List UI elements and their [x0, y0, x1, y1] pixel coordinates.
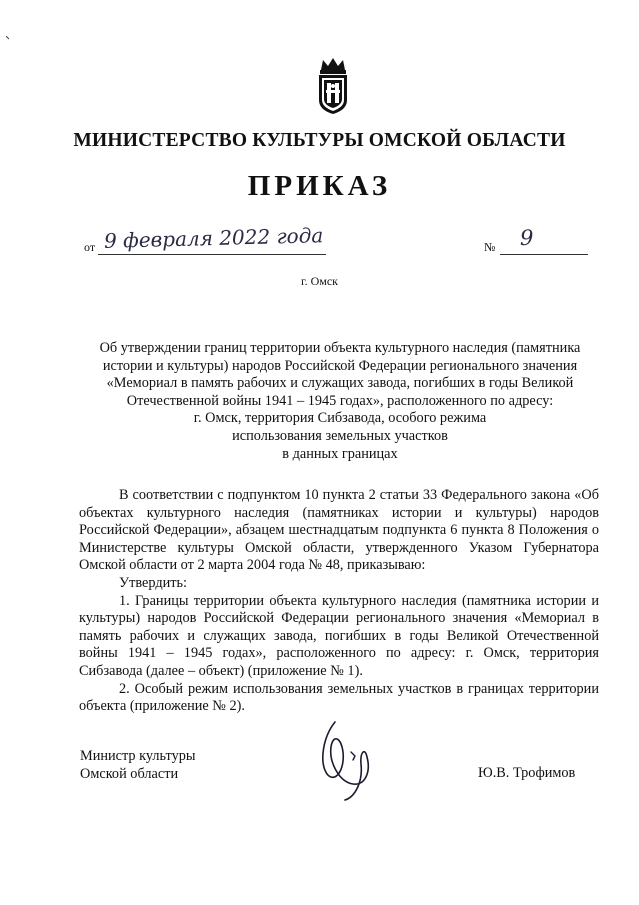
date-prefix-label: от [84, 240, 96, 254]
position-line: Министр культуры [80, 748, 196, 764]
order-body [79, 487, 599, 716]
handwritten-number: 9 [520, 226, 534, 250]
signatory-name: Ю.В. Трофимов [478, 765, 576, 781]
title-line: Об утверждении границ территории объекта культурного наследия (памятника [99, 340, 581, 356]
scan-mark [6, 36, 10, 40]
coat-of-arms-icon [313, 56, 353, 116]
title-line: в данных границах [282, 445, 398, 462]
document-type-heading: ПРИКАЗ [247, 170, 392, 202]
number-label: № [484, 240, 496, 254]
ministry-heading: МИНИСТЕРСТВО КУЛЬТУРЫ ОМСКОЙ ОБЛАСТИ [73, 130, 566, 151]
preamble-paragraph: В соответствии с подпунктом 10 пункта 2 статьи 33 Федерального закона «Об объектах культурного наследия (памятниках истории и культуры) народов Российской Федерации», абзацем шестнадцатым подпункта 6 пункта 8 Положения о Министерстве культуры Омской области, утвержденного Указом Губернатора Омской области от 2 марта 2004 года № 48, приказываю: [79, 487, 599, 574]
order-title [80, 340, 600, 463]
city-label: г. Омск [301, 274, 338, 288]
position-line: Омской области [80, 766, 179, 782]
title-line: Отечественной войны 1941 – 1945 годах», расположенного по адресу: [126, 392, 554, 409]
signatory-position [80, 747, 196, 783]
title-line: «Мемориал в память рабочих и служащих завода, погибших в годы Великой [106, 375, 574, 392]
handwritten-signature-icon [305, 712, 380, 802]
item-2-paragraph: 2. Особый режим использования земельных участков в границах территории объекта (приложение № 2). [79, 680, 599, 715]
handwritten-date: 9 февраля 2022 года [103, 223, 324, 253]
title-line: г. Омск, территория Сибзавода, особого режима [193, 410, 487, 427]
approve-paragraph: Утвердить: [119, 574, 188, 591]
item-1-paragraph: 1. Границы территории объекта культурного наследия (памятника истории и культуры) народов Российской Федерации регионального значения «Мемориал в память рабочих и служащих завода, погибших в годы Великой Отечественной войны 1941 – 1945 годах», расположенного по адресу: г. Омск, территория Сибзавода (далее – объект) (приложение № 1). [79, 592, 599, 679]
title-line: истории и культуры) народов Российской Федерации регионального значения [102, 357, 578, 374]
number-underline [500, 238, 588, 255]
title-line: использования земельных участков [232, 427, 448, 444]
